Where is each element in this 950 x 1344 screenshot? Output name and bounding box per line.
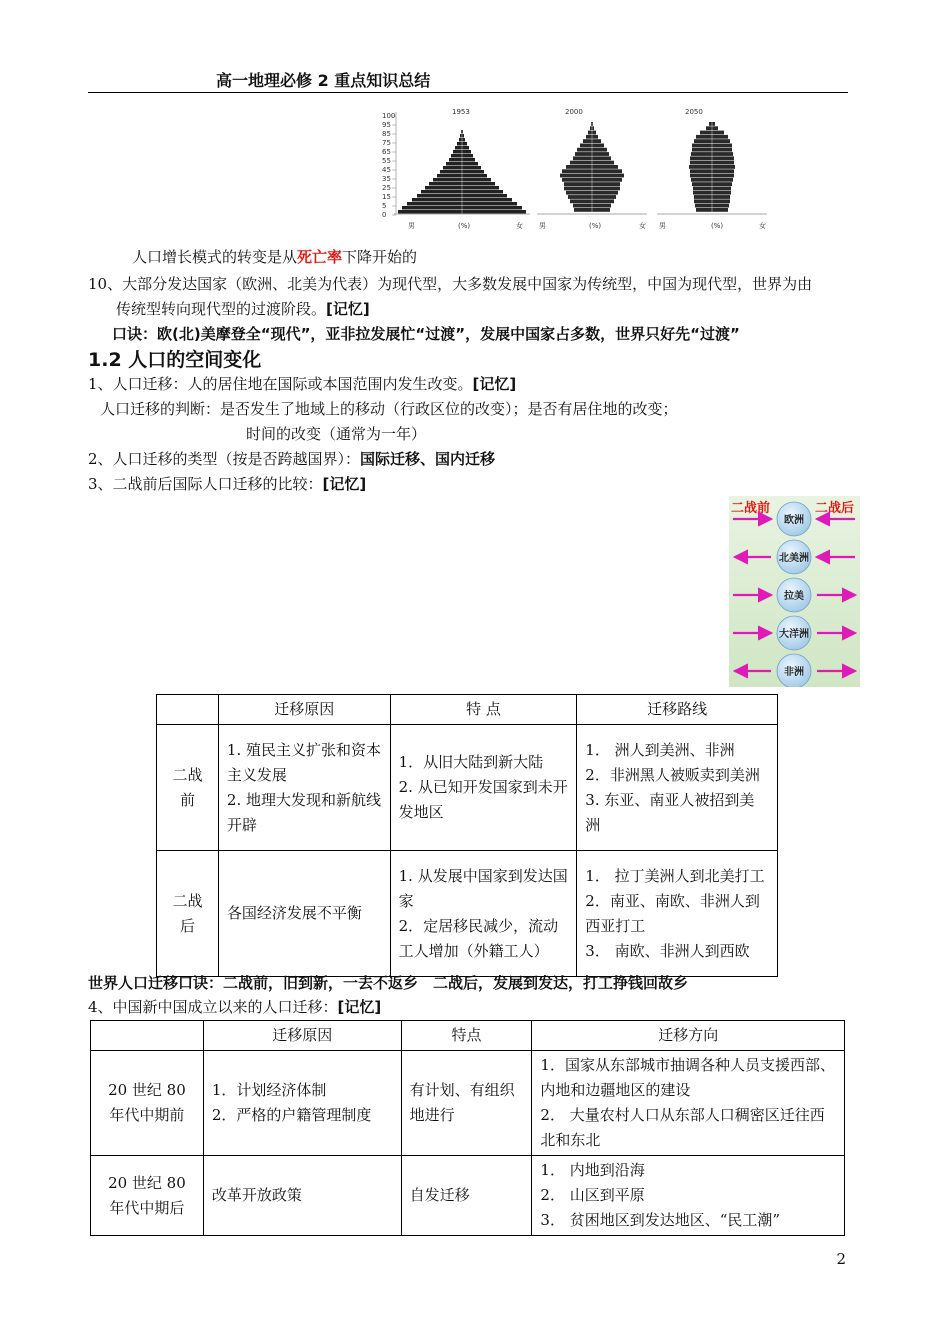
pyramid-male-bar xyxy=(573,156,592,160)
pyramid-male-bar xyxy=(564,187,592,191)
pyramid-unit-label: (%) xyxy=(458,222,471,230)
pyramid-male-bar xyxy=(433,178,462,182)
pyramid-male-bar xyxy=(693,191,712,195)
period-cell xyxy=(91,1156,204,1236)
text-line-time: 时间的改变（通常为一年） xyxy=(246,425,427,443)
pyramid-female-bar xyxy=(592,126,594,130)
pyramid-male-bar xyxy=(574,208,592,212)
pyramid-female-bar xyxy=(462,146,469,150)
pyramid-male-bar xyxy=(398,210,462,214)
table-header-cell: 迁移原因 xyxy=(203,1021,401,1051)
text-span: 传统型转向现代型的过渡阶段。 xyxy=(116,300,327,318)
pyramid-female-label: 女 xyxy=(759,222,766,230)
pyramid-male-bar xyxy=(402,206,462,210)
cell-line: 有计划、有组织地进行 xyxy=(409,1081,515,1124)
pyramid-male-bar xyxy=(693,187,712,191)
pyramid-female-bar xyxy=(712,122,715,126)
pyramid-female-bar xyxy=(712,139,730,143)
pyramid-bars xyxy=(398,130,526,214)
pyramid-male-bar xyxy=(437,174,462,178)
pyramid-unit-label: (%) xyxy=(711,222,724,230)
population-pyramids-figure xyxy=(380,104,780,232)
feature-cell xyxy=(390,725,577,851)
table-china-migration xyxy=(90,1020,845,1236)
pyramid-age-tick: 45 xyxy=(382,166,391,174)
mnemonic-line: 口诀：欧(北)美摩登全“现代”，亚非拉发展忙“过渡”，发展中国家占多数，世界只好先“过渡” xyxy=(112,325,740,343)
pyramid-age-tick: 5 xyxy=(382,202,387,210)
text-line-item-10: 10、大部分发达国家（欧洲、北美为代表）为现代型，大多数发展中国家为传统型，中国为现代型，世界为由 xyxy=(88,275,813,293)
section-heading: 1.2 人口的空间变化 xyxy=(88,349,262,371)
pyramid-female-bar xyxy=(712,208,728,212)
pyramid-male-bar xyxy=(689,165,712,169)
label-before-ww2: 二战前 xyxy=(731,501,771,516)
period-label: 20 世纪 80 年代中期前 xyxy=(108,1081,186,1124)
cell-line: 2．定居移民减少，流动工人增加（外籍工人） xyxy=(398,916,559,960)
cell-line: 2．南亚、南欧、非洲人到西亚打工 xyxy=(585,891,760,935)
pyramid-male-bar xyxy=(570,161,592,165)
cell-line: 1． 内地到沿海 xyxy=(540,1161,645,1179)
pyramid-male-bar xyxy=(425,186,462,190)
table-row xyxy=(91,1156,845,1236)
pyramid-male-bar xyxy=(453,150,462,154)
pyramid-age-tick: 95 xyxy=(382,121,391,129)
pyramid-female-bar xyxy=(592,204,611,208)
pyramid-male-bar xyxy=(577,148,592,152)
pyramid-female-bar xyxy=(592,182,620,186)
pyramid-female-bar xyxy=(712,152,733,156)
region-label: 拉美 xyxy=(784,591,804,602)
cell-line: 1．国家从东部城市抽调各种人员支援西部、内地和边疆地区的建设 xyxy=(540,1056,835,1099)
pyramid-female-bar xyxy=(712,161,734,165)
pyramid-male-bar xyxy=(690,156,712,160)
cell-line: 2．严格的户籍管理制度 xyxy=(211,1106,372,1124)
period-label: 20 世纪 80 年代中期后 xyxy=(108,1173,186,1217)
period-cell xyxy=(157,851,219,977)
pyramid-female-bar xyxy=(592,165,618,169)
pyramid-bars xyxy=(560,122,624,212)
pyramid-male-bar xyxy=(560,174,592,178)
text-line-mortality xyxy=(132,246,417,268)
text-span: 2、人口迁移的类型（按是否跨越国界）： xyxy=(88,450,361,468)
pyramid-female-bar xyxy=(592,169,622,173)
pyramid-year-label: 1953 xyxy=(452,108,470,116)
pyramid-male-bar xyxy=(583,139,592,143)
pyramid-female-bar xyxy=(592,152,609,156)
pyramid-female-bar xyxy=(592,144,604,148)
direction-cell xyxy=(532,1156,845,1236)
pyramid-age-tick: 15 xyxy=(382,193,391,201)
feature-cell xyxy=(390,851,577,977)
region-label: 北美洲 xyxy=(779,553,809,564)
pyramid-male-bar xyxy=(440,170,462,174)
text-line-comparison xyxy=(88,473,366,495)
cell-line: 1．从旧大陆到新大陆 xyxy=(398,753,544,771)
pyramid-male-bar xyxy=(562,169,592,173)
pyramid-male-bar xyxy=(694,199,712,203)
text-span: 下降开始的 xyxy=(342,248,418,266)
label-after-ww2: 二战后 xyxy=(815,501,855,516)
period-label: 二战后 xyxy=(172,891,203,935)
pyramid-female-bar xyxy=(712,148,732,152)
cell-line: 2． 山区到平原 xyxy=(540,1186,645,1204)
pyramid-male-bar xyxy=(429,182,462,186)
text-line-judgement: 人口迁移的判断：是否发生了地域上的移动（行政区位的改变）；是否有居住地的改变； xyxy=(100,400,678,418)
text-line-transition xyxy=(116,298,370,320)
region-label: 非洲 xyxy=(784,667,804,678)
pyramid-female-bar xyxy=(712,178,733,182)
pyramid-male-bar xyxy=(692,148,712,152)
pyramid-female-bar xyxy=(462,162,478,166)
pyramid-female-bar xyxy=(592,178,622,182)
cell-line: 2． 大量农村人口从东部人口稠密区迁往西北和东北 xyxy=(540,1106,825,1149)
pyramid-female-bar xyxy=(462,174,487,178)
pyramid-male-bar xyxy=(706,126,712,130)
page-header-title: 高一地理必修 2 重点知识总结 xyxy=(216,71,431,90)
cell-line: 1． 拉丁美洲人到北美打工 xyxy=(585,866,765,885)
region-label: 大洋洲 xyxy=(779,629,809,640)
pyramid-female-bar xyxy=(592,195,616,199)
pyramid-female-bar xyxy=(592,199,614,203)
text-line-china-migration xyxy=(88,996,381,1018)
pyramid-male-bar xyxy=(709,122,712,126)
pyramid-female-bar xyxy=(592,187,620,191)
pyramid-1953 xyxy=(382,108,530,230)
memorize-tag: [记忆] xyxy=(337,998,382,1016)
pyramid-male-label: 男 xyxy=(408,222,415,230)
mnemonic-world-migration: 世界人口迁移口诀：二战前，旧到新，一去不返乡 二战后，发展到发达，打工挣钱回故乡 xyxy=(88,974,689,992)
migration-diagram xyxy=(729,496,860,687)
cell-line: 改革开放政策 xyxy=(211,1186,302,1204)
table-header-cell: 迁移方向 xyxy=(532,1021,845,1051)
pyramid-male-bar xyxy=(457,142,462,146)
header-divider xyxy=(88,92,848,93)
text-span: 人口增长模式的转变是从 xyxy=(132,248,298,266)
pyramid-male-bar xyxy=(570,199,592,203)
table-header-cell: 迁移路线 xyxy=(577,695,778,725)
pyramid-female-bar xyxy=(462,194,507,198)
pyramid-male-bar xyxy=(588,131,592,135)
pyramid-female-bar xyxy=(462,166,481,170)
table-row xyxy=(157,851,778,977)
text-span: 4、中国新中国成立以来的人口迁移： xyxy=(88,998,338,1016)
pyramid-male-bar xyxy=(691,152,712,156)
pyramid-female-bar xyxy=(462,186,499,190)
pyramid-male-bar xyxy=(412,198,462,202)
pyramid-female-bar xyxy=(592,135,598,139)
pyramid-male-label: 男 xyxy=(659,222,666,230)
pyramid-male-bar xyxy=(417,194,462,198)
pyramid-male-bar xyxy=(691,178,712,182)
pyramid-age-ticks xyxy=(382,112,396,219)
cell-line: 自发迁移 xyxy=(409,1186,470,1204)
pyramid-male-bar xyxy=(446,162,462,166)
pyramid-female-bar xyxy=(712,204,729,208)
pyramid-female-bar xyxy=(462,154,473,158)
cell-line: 1． 洲人到美洲、非洲 xyxy=(585,740,735,759)
pyramid-age-tick: 25 xyxy=(382,184,391,192)
reason-cell xyxy=(218,725,390,851)
pyramid-male-bar xyxy=(568,195,592,199)
pyramid-bars xyxy=(689,122,735,212)
pyramid-female-bar xyxy=(712,126,718,130)
pyramid-male-bar xyxy=(449,158,462,162)
table-row xyxy=(157,725,778,851)
cell-line: 3． 南欧、非洲人到西欧 xyxy=(585,941,750,960)
text-span: 3、二战前后国际人口迁移的比较： xyxy=(88,475,323,493)
pyramid-female-bar xyxy=(462,206,522,210)
pyramid-female-bar xyxy=(712,131,724,135)
text-line-types xyxy=(88,448,495,470)
pyramid-female-bar xyxy=(712,156,734,160)
pyramid-age-tick: 85 xyxy=(382,130,391,138)
pyramid-male-bar xyxy=(566,165,592,169)
pyramid-female-bar xyxy=(462,178,491,182)
pyramid-male-label: 男 xyxy=(539,222,546,230)
route-cell xyxy=(577,725,778,851)
reason-cell xyxy=(218,851,390,977)
table-header-cell: 特点 xyxy=(401,1021,532,1051)
pyramid-female-bar xyxy=(712,165,735,169)
pyramid-female-bar xyxy=(592,139,601,143)
period-label: 二战前 xyxy=(172,765,203,809)
memorize-tag: [记忆] xyxy=(472,375,517,393)
pyramid-female-bar xyxy=(462,142,467,146)
pyramid-male-bar xyxy=(590,126,592,130)
cell-line: 2. 地理大发现和新航线开辟 xyxy=(226,790,382,834)
pyramid-male-bar xyxy=(692,144,712,148)
cell-line: 3. 东亚、南亚人被招到美洲 xyxy=(585,790,755,834)
table-row xyxy=(91,1051,845,1156)
pyramid-female-bar xyxy=(712,191,731,195)
pyramid-female-bar xyxy=(462,158,475,162)
pyramid-male-bar xyxy=(694,195,712,199)
table-header-row xyxy=(91,1021,845,1051)
reason-cell xyxy=(203,1156,401,1236)
pyramid-male-bar xyxy=(455,146,462,150)
pyramid-male-bar xyxy=(573,204,592,208)
pyramid-male-bar xyxy=(566,191,592,195)
table-header-cell: 迁移原因 xyxy=(218,695,390,725)
pyramid-female-bar xyxy=(462,202,517,206)
highlight-death-rate: 死亡率 xyxy=(297,248,343,266)
pyramid-female-bar xyxy=(592,191,618,195)
pyramid-male-bar xyxy=(443,166,462,170)
pyramid-male-bar xyxy=(460,134,462,138)
pyramid-male-bar xyxy=(696,135,712,139)
cell-line: 1．计划经济体制 xyxy=(211,1081,327,1099)
pyramid-age-tick: 55 xyxy=(382,157,391,165)
pyramid-female-bar xyxy=(712,187,731,191)
reason-cell xyxy=(203,1051,401,1156)
pyramid-age-tick: 100 xyxy=(382,112,396,120)
pyramid-female-label: 女 xyxy=(639,222,646,230)
pyramid-female-bar xyxy=(462,150,471,154)
text-line-definition xyxy=(88,373,516,395)
pyramid-male-bar xyxy=(690,161,712,165)
pyramid-female-bar xyxy=(462,210,526,214)
pyramid-female-bar xyxy=(462,190,503,194)
pyramid-female-label: 女 xyxy=(516,222,523,230)
pyramid-female-bar xyxy=(712,182,732,186)
pyramid-age-tick: 35 xyxy=(382,175,391,183)
pyramid-female-bar xyxy=(462,182,495,186)
period-cell xyxy=(91,1051,204,1156)
feature-cell xyxy=(401,1051,532,1156)
page-number: 2 xyxy=(836,1250,846,1268)
pyramid-male-bar xyxy=(695,204,712,208)
pyramid-male-bar xyxy=(694,139,712,143)
text-span: 1、人口迁移：人的居住地在国际或本国范围内发生改变。 xyxy=(88,375,473,393)
route-cell xyxy=(577,851,778,977)
pyramid-female-bar xyxy=(712,169,734,173)
pyramid-male-bar xyxy=(564,182,592,186)
pyramid-male-bar xyxy=(562,178,592,182)
pyramid-female-bar xyxy=(712,144,732,148)
pyramid-male-bar xyxy=(690,174,712,178)
pyramid-male-bar xyxy=(696,208,712,212)
pyramid-male-bar xyxy=(407,202,462,206)
pyramid-female-bar xyxy=(712,174,734,178)
direction-cell xyxy=(532,1051,845,1156)
pyramid-male-bar xyxy=(586,135,592,139)
region-label: 欧洲 xyxy=(784,515,804,526)
pyramid-2000 xyxy=(537,108,647,230)
pyramid-male-bar xyxy=(692,182,712,186)
period-cell xyxy=(157,725,219,851)
migration-types: 国际迁移、国内迁移 xyxy=(360,450,496,468)
pyramid-male-bar xyxy=(459,138,462,142)
pyramid-male-bar xyxy=(580,144,592,148)
pyramid-age-tick: 65 xyxy=(382,148,391,156)
cell-line: 2．非洲黑人被贩卖到美洲 xyxy=(585,765,760,784)
pyramid-unit-label: (%) xyxy=(589,222,602,230)
pyramid-female-bar xyxy=(592,208,610,212)
pyramid-female-bar xyxy=(592,156,611,160)
pyramid-female-bar xyxy=(592,148,607,152)
table-international-migration xyxy=(156,694,778,977)
cell-line: 1. 从发展中国家到发达国家 xyxy=(398,866,568,910)
pyramid-female-bar xyxy=(592,174,624,178)
pyramid-male-bar xyxy=(700,131,712,135)
pyramid-male-bar xyxy=(575,152,592,156)
pyramid-male-bar xyxy=(421,190,462,194)
cell-line: 各国经济发展不平衡 xyxy=(226,904,362,922)
cell-line: 3． 贫困地区到发达地区、“民工潮” xyxy=(540,1211,781,1229)
memorize-tag: [记忆] xyxy=(326,300,370,318)
pyramid-male-bar xyxy=(451,154,462,158)
memorize-tag: [记忆] xyxy=(322,475,367,493)
pyramid-male-bar xyxy=(690,169,712,173)
table-header-cell xyxy=(91,1021,204,1051)
pyramid-female-bar xyxy=(462,138,465,142)
pyramid-female-bar xyxy=(712,135,728,139)
pyramid-female-bar xyxy=(592,161,614,165)
pyramid-female-bar xyxy=(712,195,730,199)
cell-line: 2. 从已知开发国家到未开发地区 xyxy=(398,778,568,821)
pyramid-year-label: 2000 xyxy=(565,108,583,116)
pyramid-age-tick: 75 xyxy=(382,139,391,147)
table-header-row xyxy=(157,695,778,725)
feature-cell xyxy=(401,1156,532,1236)
pyramid-female-bar xyxy=(462,134,464,138)
cell-line: 1. 殖民主义扩张和资本主义发展 xyxy=(226,740,382,784)
table-header-cell xyxy=(157,695,219,725)
pyramid-female-bar xyxy=(592,131,596,135)
pyramid-2050 xyxy=(657,108,767,230)
pyramid-age-tick: 0 xyxy=(382,211,387,219)
pyramid-female-bar xyxy=(462,170,484,174)
pyramid-female-bar xyxy=(462,198,512,202)
pyramid-female-bar xyxy=(712,199,730,203)
pyramid-year-label: 2050 xyxy=(685,108,703,116)
table-header-cell: 特 点 xyxy=(390,695,577,725)
